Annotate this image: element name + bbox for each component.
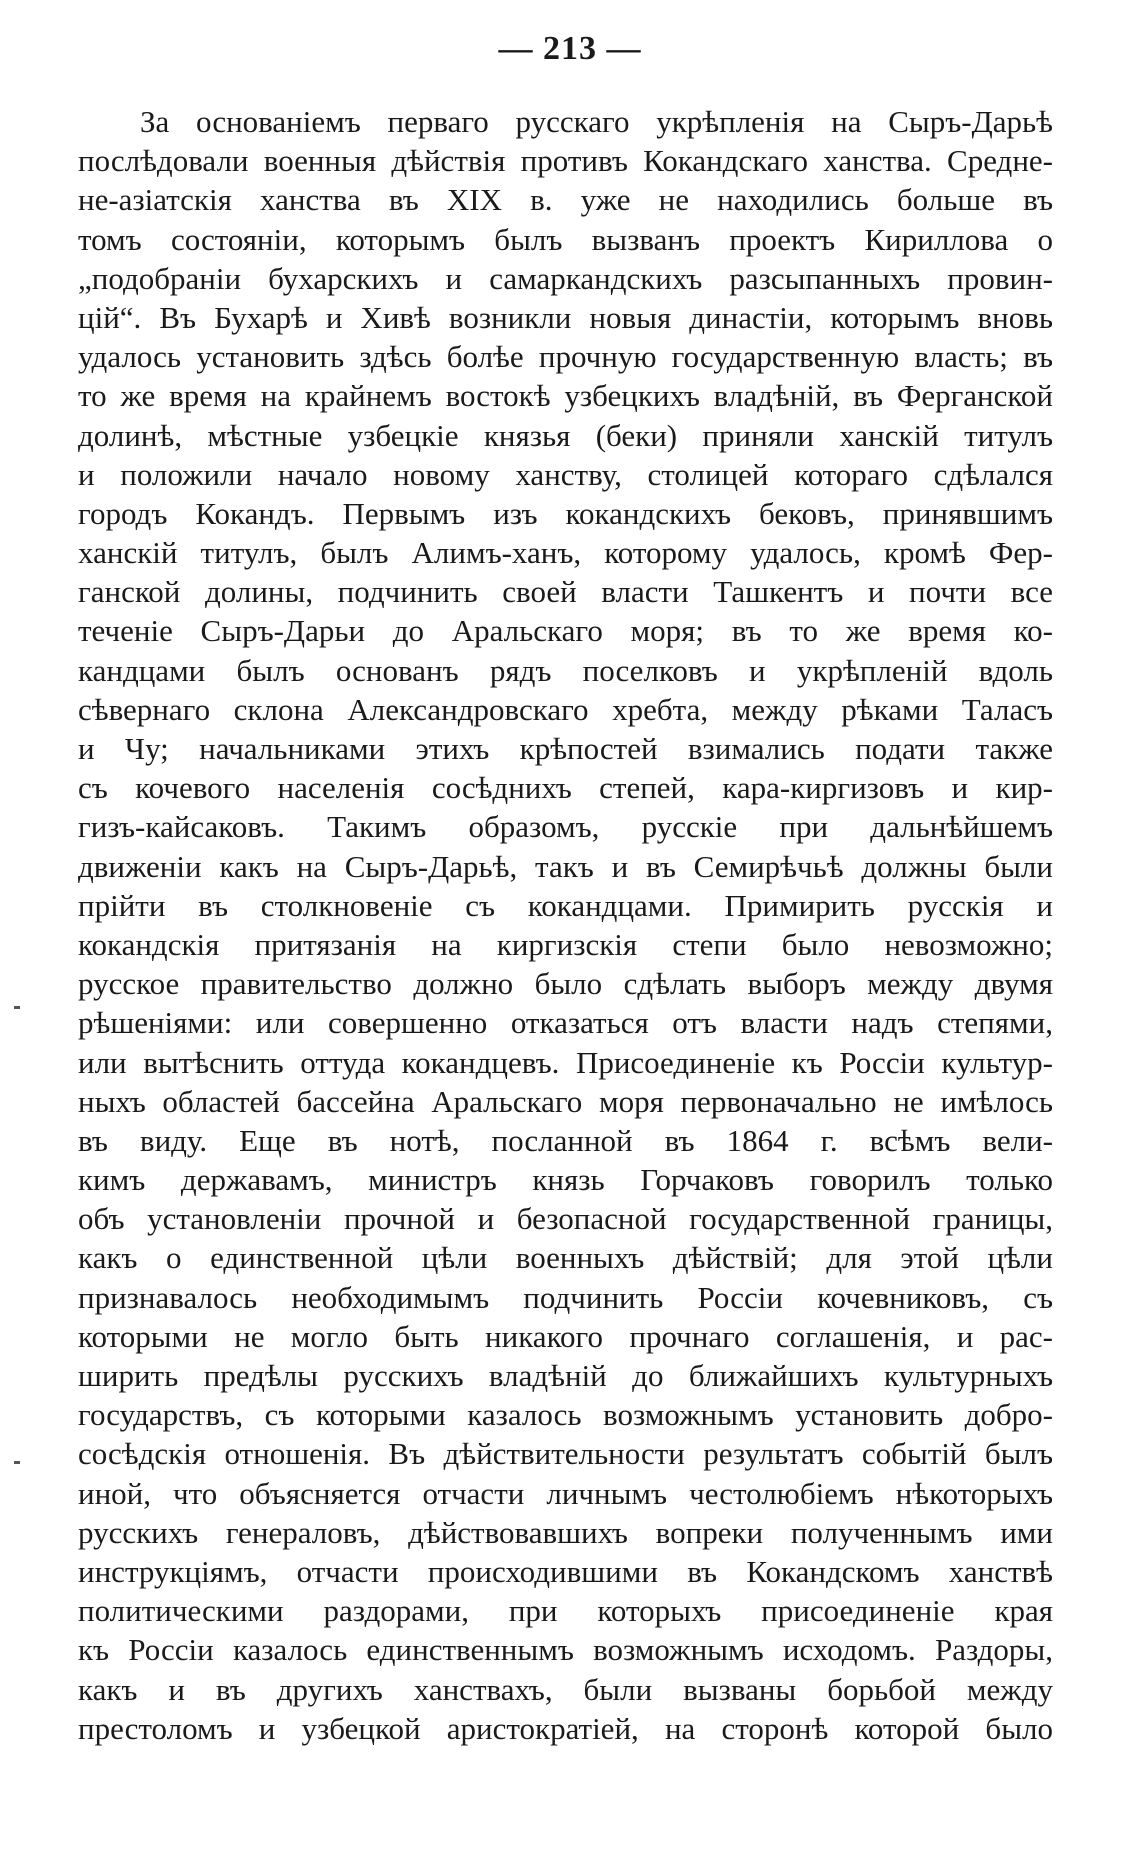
margin-mark <box>14 1006 20 1009</box>
text-line: ганской долины, подчинить своей власти Ташкентъ и почти все <box>78 574 1053 610</box>
text-line: русское правительство должно было сдѣлать выборъ между двумя <box>78 966 1053 1002</box>
text-line: удалось установить здѣсь болѣе прочную государственную власть; въ <box>78 339 1053 375</box>
page-number: — 213 — <box>498 30 642 67</box>
text-line: иной, что объясняется отчасти личнымъ честолюбіемъ нѣкоторыхъ <box>78 1475 1053 1511</box>
text-line: кокандскія притязанія на киргизскія степи было невозможно; <box>78 926 1053 962</box>
text-line: городъ Кокандъ. Первымъ изъ кокандскихъ бековъ, принявшимъ <box>78 495 1053 531</box>
text-line: За основаніемъ перваго русскаго укрѣпленія на Сыръ-Дарьѣ <box>140 104 1053 139</box>
text-line: томъ состояніи, которымъ былъ вызванъ проектъ Кириллова о <box>78 221 1053 257</box>
text-line: то же время на крайнемъ востокѣ узбецкихъ владѣній, въ Ферганской <box>78 378 1053 414</box>
text-line: движеніи какъ на Сыръ-Дарьѣ, такъ и въ Семирѣчьѣ должны были <box>78 848 1053 884</box>
text-line: цій“. Въ Бухарѣ и Хивѣ возникли новыя династіи, которымъ вновь <box>78 299 1053 335</box>
text-line: кимъ державамъ, министръ князь Горчаковъ говорилъ только <box>78 1162 1053 1198</box>
text-line: которыми не могло быть никакого прочнаго соглашенія, и рас- <box>78 1318 1053 1354</box>
text-line: кандцами былъ основанъ рядъ поселковъ и укрѣпленій вдоль <box>78 652 1053 688</box>
text-line: инструкціямъ, отчасти происходившими въ Кокандскомъ ханствѣ <box>78 1553 1053 1589</box>
text-line: прійти въ столкновеніе съ кокандцами. Примирить русскія и <box>78 887 1053 923</box>
text-line: политическими раздорами, при которыхъ присоединеніе края <box>78 1593 1053 1629</box>
text-line: сѣвернаго склона Александровскаго хребта, между рѣками Таласъ <box>78 691 1053 727</box>
text-line: объ установленіи прочной и безопасной государственной границы, <box>78 1201 1053 1237</box>
text-line: русскихъ генераловъ, дѣйствовавшихъ вопреки полученнымъ ими <box>78 1514 1053 1550</box>
text-line: признавалось необходимымъ подчинить Россіи кочевниковъ, съ <box>78 1279 1053 1315</box>
text-line: теченіе Сыръ-Дарьи до Аральскаго моря; въ то же время ко- <box>78 613 1053 649</box>
text-line: долинѣ, мѣстные узбецкіе князья (беки) приняли ханскій титулъ <box>78 417 1053 453</box>
text-line: ширить предѣлы русскихъ владѣній до ближайшихъ культурныхъ <box>78 1358 1053 1393</box>
text-line: какъ о единственной цѣли военныхъ дѣйствій; для этой цѣли <box>78 1240 1053 1276</box>
text-line: и положили начало новому ханству, столицей котораго сдѣлался <box>78 456 1053 492</box>
text-line: съ кочевого населенія сосѣднихъ степей, кара-киргизовъ и кир- <box>78 770 1053 806</box>
text-line: и Чу; начальниками этихъ крѣпостей взимались подати также <box>78 731 1053 766</box>
text-line: государствъ, съ которыми казалось возможнымъ установить добро- <box>78 1397 1053 1433</box>
text-line: не-азіатскія ханства въ XIX в. уже не находились больше въ <box>78 182 1053 218</box>
text-line: къ Россіи казалось единственнымъ возможнымъ исходомъ. Раздоры, <box>78 1632 1053 1668</box>
text-line: какъ и въ другихъ ханствахъ, были вызваны борьбой между <box>78 1671 1053 1707</box>
text-line: рѣшеніями: или совершенно отказаться отъ власти надъ степями, <box>78 1005 1053 1041</box>
text-line: или вытѣснить оттуда кокандцевъ. Присоединеніе къ Россіи культур- <box>78 1044 1053 1080</box>
text-line: „подобраніи бухарскихъ и самаркандскихъ разсыпанныхъ провин- <box>78 260 1053 296</box>
body-paragraph <box>78 102 1053 1748</box>
text-line: послѣдовали военныя дѣйствія противъ Кокандскаго ханства. Средне- <box>78 143 1053 179</box>
text-line: ныхъ областей бассейна Аральскаго моря первоначально не имѣлось <box>78 1083 1053 1119</box>
text-line: гизъ-кайсаковъ. Такимъ образомъ, русскіе при дальнѣйшемъ <box>78 809 1053 845</box>
text-line: въ виду. Еще въ нотѣ, посланной въ 1864 г. всѣмъ вели- <box>78 1122 1053 1158</box>
margin-mark <box>14 1461 20 1464</box>
text-line: ханскій титулъ, былъ Алимъ-ханъ, которому удалось, кромѣ Фер- <box>78 535 1053 571</box>
text-line: престоломъ и узбецкой аристократіей, на сторонѣ которой было <box>78 1710 1053 1746</box>
text-line: сосѣдскія отношенія. Въ дѣйствительности результатъ событій былъ <box>78 1436 1053 1472</box>
